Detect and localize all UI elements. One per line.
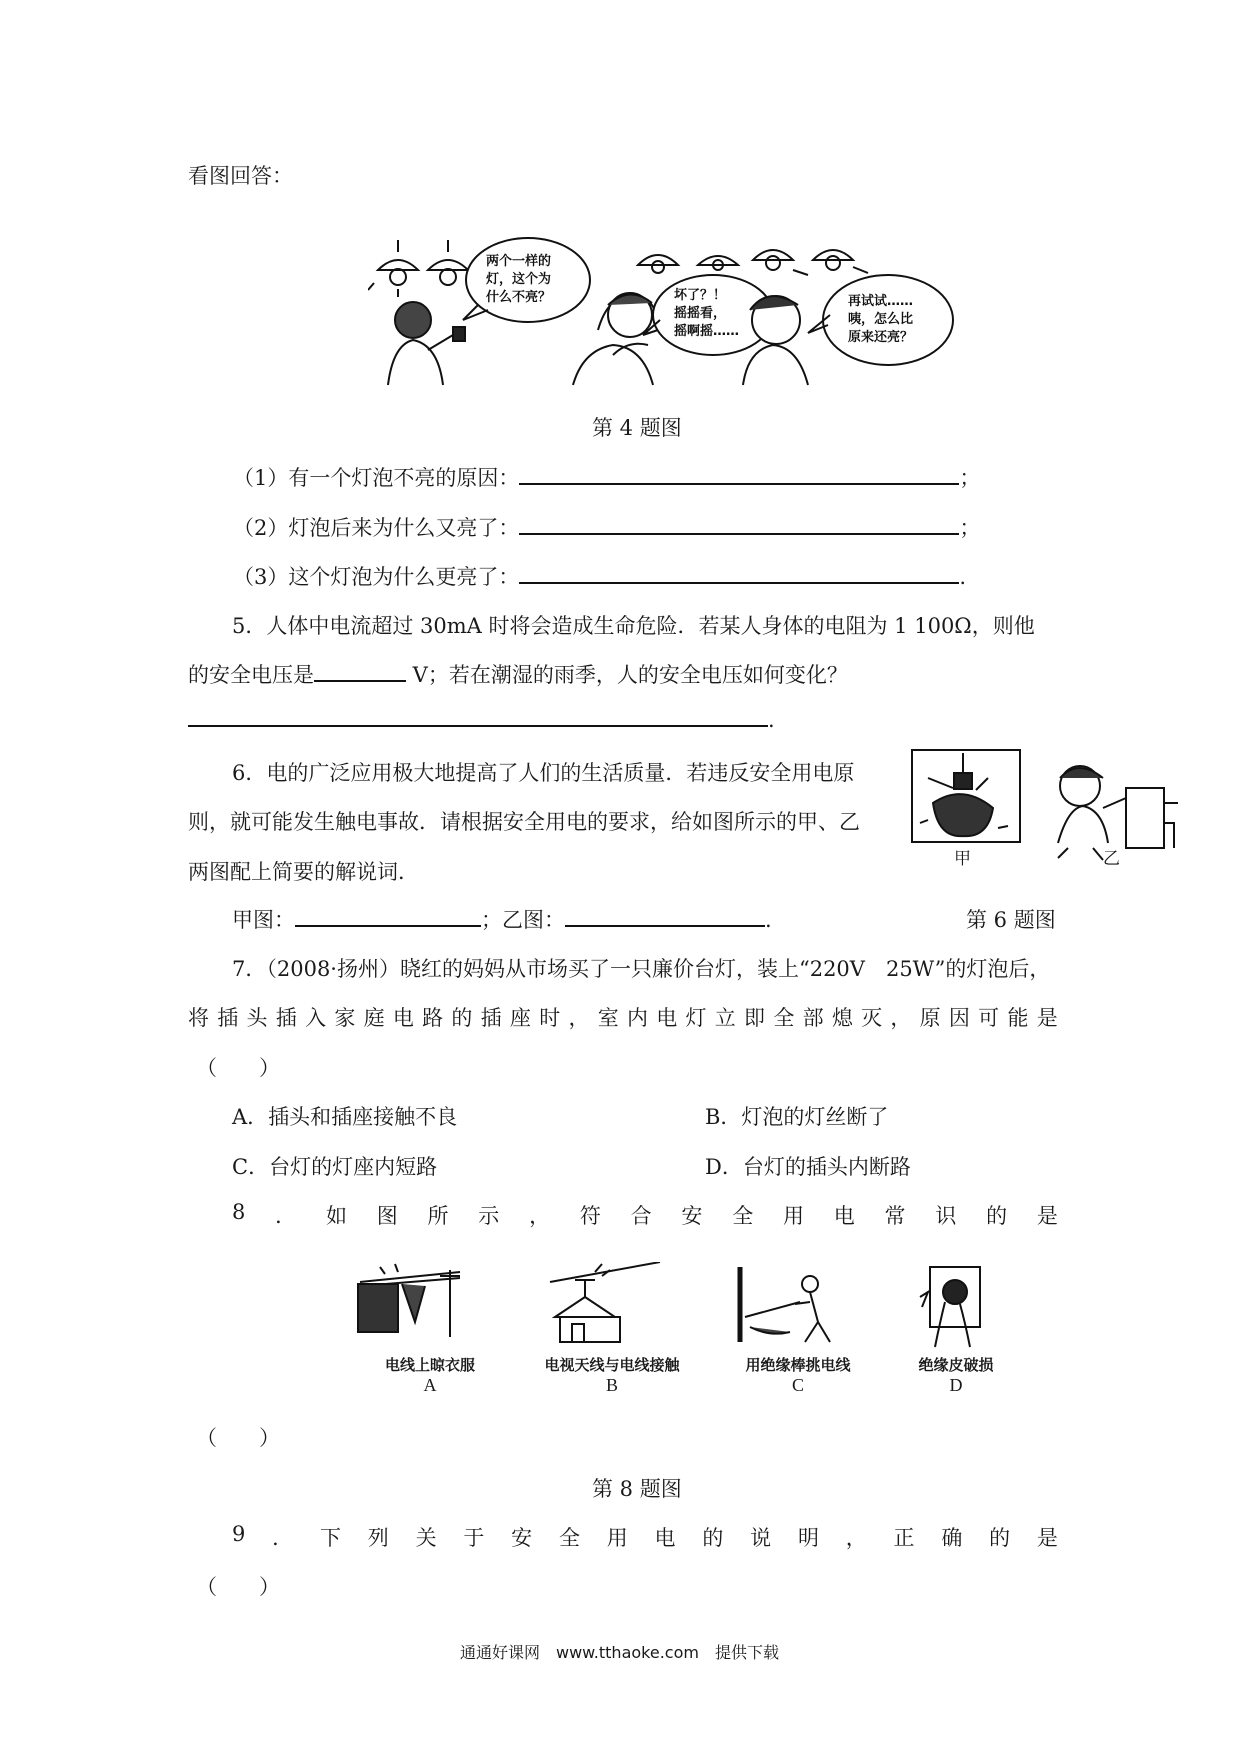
q7-line2-char: 灭 [861, 1006, 883, 1030]
figure-6-caption: 第 6 题图 [966, 908, 1056, 932]
q9-line1-char: 安 [511, 1526, 533, 1550]
q7-line2-char: 头 [246, 1006, 268, 1030]
q7-line2-char: 入 [305, 1006, 327, 1030]
q6-jia-blank[interactable] [295, 921, 481, 927]
figure-8-drawing [340, 1262, 1060, 1352]
bubble1-line2: 灯，这个为 [486, 272, 552, 287]
q7-option-c[interactable]: C．台灯的灯座内短路 [232, 1155, 438, 1179]
figure-8-label-b: 电视天线与电线接触 [544, 1356, 680, 1374]
figure-8-label-a: 电线上晾衣服 [384, 1356, 475, 1374]
figure-8-letter-a: A [423, 1375, 437, 1395]
q7-option-b[interactable]: B．灯泡的灯丝断了 [705, 1105, 889, 1129]
q9-line1-char: 明 [797, 1526, 819, 1550]
q5-line2-text-b: V；若在潮湿的雨季，人的安全电压如何变化？ [406, 663, 848, 687]
q4-item-3-end: . [959, 565, 967, 589]
bubble3-line3: 原来还亮？ [848, 330, 914, 345]
q4-item-1-blank[interactable] [519, 479, 959, 485]
q9-line1-char: 是 [1036, 1526, 1058, 1550]
q7-line2-char: 全 [773, 1006, 795, 1030]
q8-line1-char: ． [275, 1204, 297, 1228]
q7-line2-char: 插 [275, 1006, 297, 1030]
q4-item-2 [233, 512, 980, 542]
figure-6-yi-label: 乙 [1103, 849, 1120, 869]
q7-line2-char: 立 [714, 1006, 736, 1030]
bubble2-line2: 摇摇看， [674, 306, 727, 321]
q6-yi-blank[interactable] [565, 921, 765, 927]
q8-line1-char: 安 [681, 1204, 703, 1228]
q5-voltage-blank[interactable] [314, 676, 406, 682]
figure-8-letter-c: C [791, 1375, 804, 1395]
q8-line1-char: 识 [935, 1204, 957, 1228]
q4-item-3-label: （3）这个灯泡为什么更亮了： [233, 565, 520, 589]
q7-line2-char: 能 [1007, 1006, 1029, 1030]
q8-line1-char: 是 [1036, 1204, 1058, 1228]
q7-line2-char: 时 [539, 1006, 561, 1030]
q8-line1-char: 电 [833, 1204, 855, 1228]
q6-answer-line [232, 904, 772, 934]
q9-line1-char: 的 [989, 1526, 1011, 1550]
figure-8-letter-b: B [605, 1375, 618, 1395]
q9-line1-char: 于 [463, 1526, 485, 1550]
bubble1-line3: 什么不亮？ [486, 290, 552, 305]
q9-line1-char: 用 [606, 1526, 628, 1550]
figure-4-drawing [368, 235, 1028, 395]
q7-answer-paren[interactable]: （ ） [196, 1056, 280, 1080]
q4-item-3 [233, 561, 966, 591]
q4-item-2-label: （2）灯泡后来为什么又亮了： [233, 516, 520, 540]
q7-line2-char: 的 [451, 1006, 473, 1030]
q4-item-2-blank[interactable] [519, 529, 959, 535]
q8-line1-char: 所 [427, 1204, 449, 1228]
figure-4-caption: 第 4 题图 [592, 416, 682, 440]
figure-6-jia-label: 甲 [954, 849, 971, 869]
intro-text: 看图回答： [188, 164, 293, 188]
q9-line1-char: 下 [319, 1526, 341, 1550]
bubble3-line2: 咦，怎么比 [848, 312, 914, 327]
q7-line2-char: 灯 [685, 1006, 707, 1030]
q9-line1-char: 正 [893, 1526, 915, 1550]
q7-line2-char: 插 [480, 1006, 502, 1030]
q8-line1-char: 合 [630, 1204, 652, 1228]
q9-line1-char: 9 [232, 1522, 246, 1546]
q7-line2-char: 家 [334, 1006, 356, 1030]
bubble2-line1: 坏了？！ [674, 288, 727, 303]
q7-line2-char: 因 [948, 1006, 970, 1030]
q4-item-1 [233, 462, 980, 492]
bubble2-line3: 摇啊摇…… [674, 324, 740, 339]
figure-6-illustrations [908, 748, 1180, 868]
figure-8-label-c: 用绝缘棒挑电线 [745, 1356, 851, 1374]
q7-line2-char: 内 [626, 1006, 648, 1030]
q9-line1-char: 列 [367, 1526, 389, 1550]
q7-line2-char: 电 [656, 1006, 678, 1030]
q7-line2-char: 电 [392, 1006, 414, 1030]
q7-line2 [188, 1002, 1058, 1032]
q4-item-3-blank[interactable] [519, 578, 959, 584]
q5-line1: 5．人体中电流超过 30mA 时将会造成生命危险．若某人身体的电阻为 1 100Ω，则他 [232, 614, 1035, 638]
q7-line2-char: 座 [509, 1006, 531, 1030]
q5-answer-blank[interactable] [188, 721, 768, 727]
q7-line2-char: 将 [188, 1006, 209, 1030]
q5-line2 [188, 659, 848, 689]
figure-8-images [340, 1262, 1060, 1402]
q8-line1-char: 符 [579, 1204, 601, 1228]
q9-line1-char: 电 [654, 1526, 676, 1550]
q8-line1 [232, 1200, 1058, 1230]
q6-yi-label: ；乙图： [481, 908, 565, 932]
q7-option-d[interactable]: D．台灯的插头内断路 [705, 1155, 911, 1179]
q7-line2-char: 插 [217, 1006, 239, 1030]
q8-line1-char: 图 [376, 1204, 398, 1228]
bubble1-line1: 两个一样的 [486, 254, 552, 269]
bubble3-line1: 再试试…… [848, 294, 914, 309]
q6-end: . [765, 908, 772, 932]
q7-line1: 7．（2008·扬州）晓红的妈妈从市场买了一只廉价台灯，装上“220V 25W”的灯泡后， [232, 957, 1051, 981]
q7-line2-char: 是 [1036, 1006, 1058, 1030]
q8-line1-char: 常 [884, 1204, 906, 1228]
q9-line1-char: ， [845, 1526, 867, 1550]
q7-line2-char: 部 [802, 1006, 824, 1030]
figure-6-drawing [908, 748, 1180, 868]
q7-line2-char: 路 [422, 1006, 444, 1030]
figure-8-letter-d: D [949, 1375, 963, 1395]
figure-4-cartoon [368, 235, 1028, 395]
q8-line1-char: ， [529, 1204, 551, 1228]
q7-line2-char: 室 [597, 1006, 619, 1030]
q7-line2-char: ， [890, 1006, 912, 1030]
q9-answer-paren[interactable]: （ ） [196, 1575, 280, 1599]
q9-line1-char: 全 [558, 1526, 580, 1550]
q8-answer-paren[interactable]: （ ） [196, 1426, 280, 1450]
q9-line1-char: 确 [941, 1526, 963, 1550]
q7-line2-char: 庭 [363, 1006, 385, 1030]
q7-line2-char: 原 [919, 1006, 941, 1030]
q9-line1-char: 说 [750, 1526, 772, 1550]
q7-line2-char: 即 [744, 1006, 766, 1030]
q5-line2-text-a: 的安全电压是 [188, 663, 314, 687]
q7-line2-char: 熄 [831, 1006, 853, 1030]
q8-line1-char: 的 [986, 1204, 1008, 1228]
q8-line1-char: 示 [478, 1204, 500, 1228]
q6-jia-label: 甲图： [232, 908, 295, 932]
q9-line1-char: 关 [415, 1526, 437, 1550]
q8-line1-char: 全 [732, 1204, 754, 1228]
figure-8-label-d: 绝缘皮破损 [918, 1356, 994, 1374]
q7-line2-char: ， [568, 1006, 590, 1030]
q9-line1-char: ． [272, 1526, 294, 1550]
figure-8-caption: 第 8 题图 [592, 1477, 682, 1501]
q6-line2: 则，就可能发生触电事故．请根据安全用电的要求，给如图所示的甲、乙 [188, 810, 860, 834]
q4-item-1-end: ； [959, 466, 981, 490]
q5-end: . [768, 708, 775, 732]
q9-line1-char: 的 [702, 1526, 724, 1550]
q4-item-1-label: （1）有一个灯泡不亮的原因： [233, 466, 520, 490]
q8-line1-char: 如 [325, 1204, 347, 1228]
q4-item-2-end: ； [959, 516, 981, 540]
q7-line2-char: 可 [978, 1006, 1000, 1030]
q8-line1-char: 8 [232, 1200, 246, 1224]
page-footer: 通通好课网 www.tthaoke.com 提供下载 [460, 1643, 779, 1662]
q5-answer-line [188, 708, 775, 732]
q6-line1: 6．电的广泛应用极大地提高了人们的生活质量．若违反安全用电原 [232, 761, 855, 785]
q6-line3: 两图配上简要的解说词． [188, 860, 419, 884]
q9-line1 [232, 1522, 1058, 1552]
q8-line1-char: 用 [782, 1204, 804, 1228]
q7-option-a[interactable]: A．插头和插座接触不良 [232, 1105, 458, 1129]
